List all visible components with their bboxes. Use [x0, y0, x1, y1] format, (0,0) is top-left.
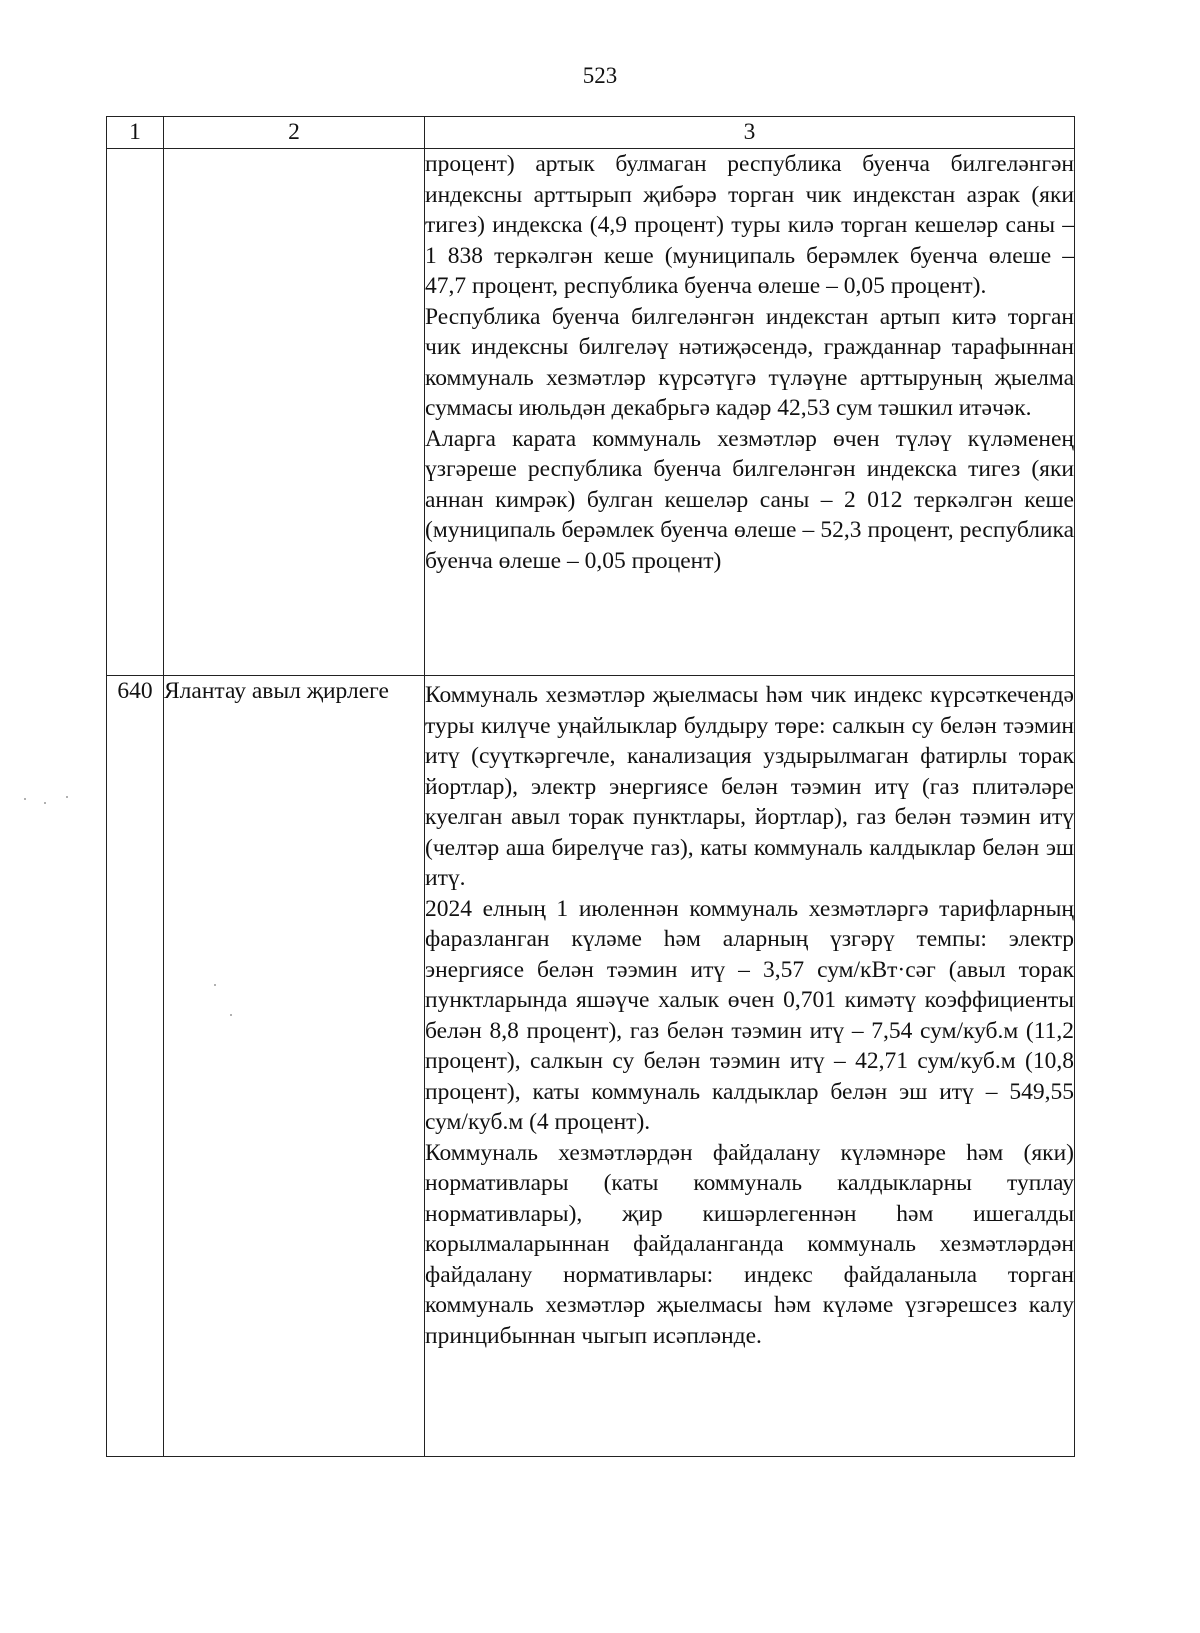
scan-speck	[66, 796, 68, 798]
paragraph: Республика буенча билгеләнгән индекстан артып китә торган чик индексны билгеләү нәтиҗәсендә, гражданнар тарафыннан коммуналь хезмәтләр күрсәтүгә түләүне арттыруның җыелма суммасы июльдән декабрьгә кадәр 42,53 сум тәшкил итәчәк.	[425, 303, 1074, 421]
column-header-3: 3	[425, 117, 1075, 149]
table-row	[107, 149, 1075, 676]
document-table	[106, 116, 1075, 1457]
paragraph: процент) артык булмаган республика буенча билгеләнгән индексны арттырып җибәрә торган чик индекстан азрак (яки тигез) индекска (4,9 процент) туры килә торган кешеләр саны – 1 838 теркәлгән кеше (муниципаль берәмлек буенча өлеше – 47,7 процент, республика буенча өлеше – 0,05 процент).	[425, 151, 1074, 299]
row-description	[425, 676, 1075, 1457]
scan-speck	[214, 984, 216, 986]
scan-speck	[230, 1014, 232, 1016]
paragraph: Коммуналь хезмәтләр җыелмасы һәм чик индекс күрсәткечендә туры килүче уңайлыклар булдыру төре: салкын су белән тәэмин итү (суүткәргечле, канализация уздырылмаган фатирлы торак йортлар), электр энергиясе белән тәэмин итү (газ плитәләре куелган авыл торак пунктлары, йортлар), газ белән тәэмин итү (челтәр аша бирелүче газ), каты коммуналь калдыклар белән эш итү.	[425, 682, 1074, 891]
scan-speck	[44, 802, 46, 804]
row-description	[425, 149, 1075, 676]
column-header-2: 2	[164, 117, 425, 149]
scan-speck	[24, 798, 26, 800]
settlement-name: Ялантау авыл җирлеге	[164, 676, 425, 1457]
paragraph: Коммуналь хезмәтләрдән файдалану күләмнәре һәм (яки) нормативлары (каты коммуналь калдыкларны туплау нормативлары), җир кишәрлегеннән һәм ишегалды корылмаларыннан файдаланганда коммуналь хезмәтләрдән файдалану нормативлары: индекс файдаланыла торган коммуналь хезмәтләр җыелмасы һәм күләме үзгәрешсез калу принцибыннан чыгып исәпләнде.	[425, 1139, 1074, 1349]
paragraph: 2024 елның 1 июленнән коммуналь хезмәтләргә тарифларның фаразланган күләме һәм аларның үзгәрү темпы: электр энергиясе белән тәэмин итү – 3,57 сум/кВт·сәг (авыл торак пунктларында яшәүче халык өчен 0,701 кимәтү коэффициенты белән 8,8 процент), газ белән тәэмин итү – 7,54 сум/куб.м (11,2 процент), салкын су белән тәэмин итү – 42,71 сум/куб.м (10,8 процент), каты коммуналь калдыклар белән эш итү – 549,55 сум/куб.м (4 процент).	[425, 895, 1074, 1135]
settlement-name	[164, 149, 425, 676]
paragraph: Аларга карата коммуналь хезмәтләр өчен түләү күләменең үзгәреше республика буенча билгеләнгән индекска тигез (яки аннан кимрәк) булган кешеләр саны – 2 012 теркәлгән кеше (муниципаль берәмлек буенча өлеше – 52,3 процент, республика буенча өлеше – 0,05 процент)	[425, 425, 1074, 574]
row-number: 640	[107, 676, 164, 1457]
page-number: 523	[582, 63, 618, 88]
column-header-1: 1	[107, 117, 164, 149]
table-row	[107, 676, 1075, 1457]
table-header-row	[107, 117, 1075, 149]
row-number	[107, 149, 164, 676]
